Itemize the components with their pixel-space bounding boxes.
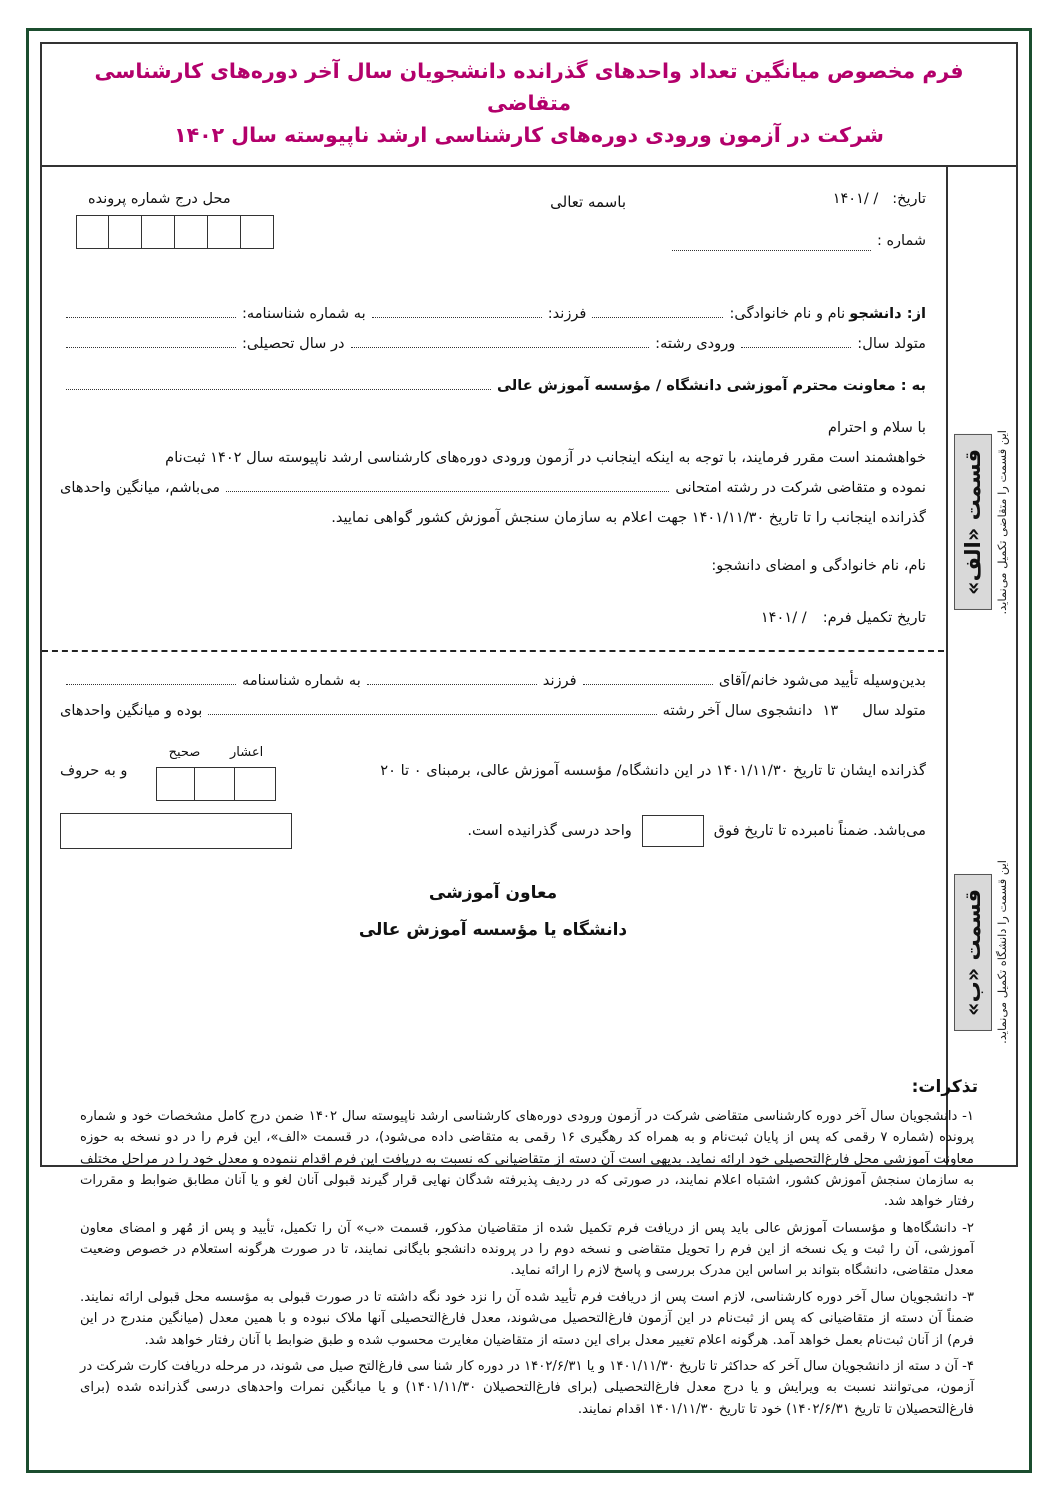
request-field-label: نموده و متقاضی شرکت در رشته امتحانی bbox=[675, 478, 926, 496]
to-label: به : معاونت محترم آموزشی دانشگاه / مؤسسه آموزش عالی bbox=[496, 377, 926, 395]
gpa-row bbox=[60, 740, 926, 801]
number-label: شماره : bbox=[876, 233, 926, 250]
part-a-sub-label: این قسمت را متقاضی تکمیل می‌نماید. bbox=[994, 430, 1009, 615]
section-label-part-a bbox=[948, 337, 1016, 707]
date-block bbox=[666, 185, 926, 256]
confirm-idnum-input-line[interactable] bbox=[66, 666, 236, 685]
birth-label: متولد سال: bbox=[857, 335, 926, 353]
form-date-label: تاریخ تکمیل فرم: bbox=[822, 608, 926, 626]
from-label: از: دانشجو bbox=[849, 305, 926, 323]
exam-field-input-line[interactable] bbox=[226, 473, 669, 492]
student-signature-label: نام، نام خانوادگی و امضای دانشجو: bbox=[711, 556, 926, 574]
academic-year-input-line[interactable] bbox=[66, 329, 236, 348]
authority-signature-block bbox=[60, 875, 926, 950]
child-input-line[interactable] bbox=[372, 299, 542, 318]
request-field-suffix: می‌باشم، میانگین واحدهای bbox=[60, 478, 221, 496]
file-number-boxes[interactable] bbox=[76, 215, 274, 249]
form-title-line-1: فرم مخصوص میانگین تعداد واحدهای گذرانده دانشجویان سال آخر دوره‌های کارشناسی متقاضی bbox=[94, 59, 964, 115]
confirm-idnum-label: به شماره شناسنامه bbox=[242, 672, 361, 690]
student-birth-row bbox=[60, 329, 926, 359]
birth-input-line[interactable] bbox=[741, 329, 851, 348]
gpa-integer-label: صحیح bbox=[168, 745, 201, 761]
form-date-row bbox=[60, 603, 926, 633]
notes-title: تذکرات: bbox=[911, 1077, 978, 1098]
idnum-input-line[interactable] bbox=[66, 299, 236, 318]
addressee-input-line[interactable] bbox=[66, 371, 491, 390]
number-input-line[interactable] bbox=[672, 232, 871, 251]
authority-title-1: معاون آموزشی bbox=[428, 882, 558, 903]
units-prefix: می‌باشد. ضمناً نامبرده تا تاریخ فوق bbox=[713, 821, 926, 839]
form-date-value[interactable]: / /۱۴۰۱ bbox=[760, 608, 807, 626]
confirm-birth-label: متولد سال bbox=[862, 702, 926, 720]
note-item: ۱- دانشجویان سال آخر دوره کارشناسی متقاضی شرکت در آزمون ورودی دوره‌های کارشناسی ارشد ناپیوسته سال ۱۴۰۲ ضمن درج کامل مشخصات خود و شماره پرونده (شماره ۷ رقمی که پس از پایان ثبت‌نام و به همراه کد رهگیری ۱۶ رقمی به متقاضی داده می‌شود)، در قسمت «الف»، این فرم را در دو نسخه به حوزه معاونت آموزشی محل فارغ‌التحصیلی خود ارائه نماید. بدیهی است آن دسته از متقاضیانی که نسبت به دریافت این فرم اقدام ننموده و معدل خود را در مراحل مختلف به سازمان سنجش آموزش کشور، اشتباه اعلام نمایند، در صورتی که در ردیف پذیرفته شدگان نهایی قرار گیرند قبولی آنان لغو و یا آنان مطابق ضوابط و مقررات رفتار خواهد شد. bbox=[80, 1108, 974, 1210]
form-header-area bbox=[60, 181, 926, 299]
notes-section bbox=[80, 1074, 978, 1425]
child-label: فرزند: bbox=[547, 305, 587, 323]
gpa-words-box[interactable] bbox=[60, 813, 292, 849]
file-number-cell[interactable] bbox=[142, 215, 175, 249]
file-number-cell[interactable] bbox=[175, 215, 208, 249]
note-item: ۳- دانشجویان سال آخر دوره کارشناسی، لازم است پس از دریافت فرم تأیید شده آن را نزد خود نگه داشته تا در صورت قبولی به مؤسسه محل قبولی ارائه نمایند. ضمناً آن دسته از متقاضیانی که پس از ثبت‌نام در این آزمون فارغ‌التحصیل می‌شوند، معدل فارغ‌التحصیلی آنها ملاک نبوده و با همین معدل (میانگین مندرج در این فرم) از آنان ثبت‌نام بعمل خواهد آمد. هرگونه اعلام تغییر معدل برای این دسته از متقاضیان مغایرت محسوب شده و طبق ضوابط با آنان رفتار خواهد شد. bbox=[80, 1289, 974, 1348]
confirm-birth-row bbox=[60, 696, 926, 726]
request-paragraph-3: گذرانده اینجانب را تا تاریخ ۱۴۰۱/۱۱/۳۰ جهت اعلام به سازمان سنجش آموزش کشور گواهی نمایید. bbox=[331, 508, 926, 526]
confirm-average-suffix: بوده و میانگین واحدهای bbox=[60, 702, 203, 720]
form-title-line-2: شرکت در آزمون ورودی دوره‌های کارشناسی ارشد ناپیوسته سال ۱۴۰۲ bbox=[174, 122, 884, 147]
file-number-label: محل درج شماره پرونده bbox=[88, 191, 231, 208]
confirm-last-year-label: دانشجوی سال آخر رشته bbox=[662, 702, 813, 720]
units-suffix: واحد درسی گذرانیده است. bbox=[467, 821, 632, 839]
request-paragraph-2 bbox=[60, 473, 926, 503]
gpa-digit-boxes[interactable] bbox=[156, 767, 276, 801]
idnum-label: به شماره شناسنامه: bbox=[242, 305, 366, 323]
gpa-words-label: و به حروف bbox=[60, 761, 128, 779]
part-a-title: قسمت «الف» bbox=[954, 434, 992, 610]
name-input-line[interactable] bbox=[592, 299, 723, 318]
confirm-field-input-line[interactable] bbox=[208, 696, 656, 715]
greeting-text: با سلام و احترام bbox=[827, 419, 926, 437]
form-title-box bbox=[40, 42, 1018, 167]
request-paragraph-1: خواهشمند است مقرر فرمایند، با توجه به اینکه اینجانب در آزمون ورودی دوره‌های کارشناسی ارشد ناپیوسته سال ۱۴۰۲ ثبت‌نام bbox=[165, 448, 926, 466]
authority-title-2: دانشگاه یا مؤسسه آموزش عالی bbox=[358, 920, 628, 941]
units-count-box[interactable] bbox=[642, 815, 704, 847]
entry-input-line[interactable] bbox=[351, 329, 650, 348]
confirm-name-input-line[interactable] bbox=[583, 666, 713, 685]
units-row bbox=[60, 813, 926, 849]
form-content bbox=[42, 167, 944, 1165]
file-number-cell[interactable] bbox=[109, 215, 142, 249]
note-item: ۲- دانشگاه‌ها و مؤسسات آموزش عالی باید پس از دریافت فرم تکمیل شده از متقاضیان مذکور، قسمت «ب» آن را تکمیل، تأیید و پس از مُهر و امضای معاون آموزشی، آن را ثبت و یک نسخه از این فرم را تحویل متقاضی و نسخه دوم را در پرونده دانشجو بایگانی نمایند، تا در صورت هرگونه استعلام در خصوص وضعیت معدل متقاضی، دانشگاه بتواند بر اساس این مدرک بررسی و پاسخ لازم را ارائه نماید. bbox=[80, 1220, 974, 1279]
form-inner bbox=[40, 42, 1018, 1461]
confirm-child-label: فرزند bbox=[542, 672, 577, 690]
date-value[interactable]: / /۱۴۰۱ bbox=[832, 191, 879, 208]
confirm-child-input-line[interactable] bbox=[367, 666, 537, 685]
note-item: ۴- آن د سته از دانشجویان سال آخر که حداکثر تا تاریخ ۱۴۰۱/۱۱/۳۰ و یا ۱۴۰۲/۶/۳۱ در دوره کار شنا سی فارغ‌التح صیل می شوند، در مرحله دریافت کارت شرکت در آزمون، می‌توانند نسبت به ویرایش و یا درج معدل فارغ‌التحصیلی (برای فارغ‌التحصیلان ۱۴۰۱/۱۱/۳۰) و یا میانگین نمرات واحدهای درسی گذرانده شده (برای فارغ‌التحصیلان تا تاریخ ۱۴۰۲/۶/۳۱) خود تا تاریخ ۱۴۰۱/۱۱/۳۰ اقدام نمایند. bbox=[80, 1358, 974, 1417]
part-b-sub-label: این قسمت را دانشگاه تکمیل می‌نماید. bbox=[994, 860, 1009, 1045]
file-number-cell[interactable] bbox=[241, 215, 274, 249]
gpa-prefix: گذرانده ایشان تا تاریخ ۱۴۰۱/۱۱/۳۰ در این دانشگاه/ مؤسسه آموزش عالی، برمبنای ۰ تا ۲۰ bbox=[380, 761, 926, 779]
addressee-row bbox=[60, 371, 926, 401]
confirm-name-row bbox=[60, 666, 926, 696]
confirm-prefix: بدین‌وسیله تأیید می‌شود خانم/آقای bbox=[718, 672, 926, 690]
student-name-row bbox=[60, 299, 926, 329]
gpa-boxes[interactable] bbox=[155, 740, 275, 801]
academic-year-label: در سال تحصیلی: bbox=[242, 335, 345, 353]
confirm-birth-prefix-value[interactable]: ۱۳ bbox=[822, 702, 839, 720]
basmala-text: باسمه تعالی bbox=[550, 193, 626, 212]
section-label-column bbox=[946, 167, 1016, 1165]
section-label-part-b bbox=[948, 787, 1016, 1117]
entry-label: ورودی رشته: bbox=[655, 335, 736, 353]
date-label: تاریخ: bbox=[892, 191, 926, 208]
form-body bbox=[40, 167, 1018, 1167]
file-number-cell[interactable] bbox=[76, 215, 109, 249]
part-b-title: قسمت «ب» bbox=[954, 874, 992, 1031]
name-label: نام و نام خانوادگی: bbox=[729, 305, 846, 323]
gpa-decimal-label: اعشار bbox=[230, 745, 264, 761]
file-number-cell[interactable] bbox=[208, 215, 241, 249]
